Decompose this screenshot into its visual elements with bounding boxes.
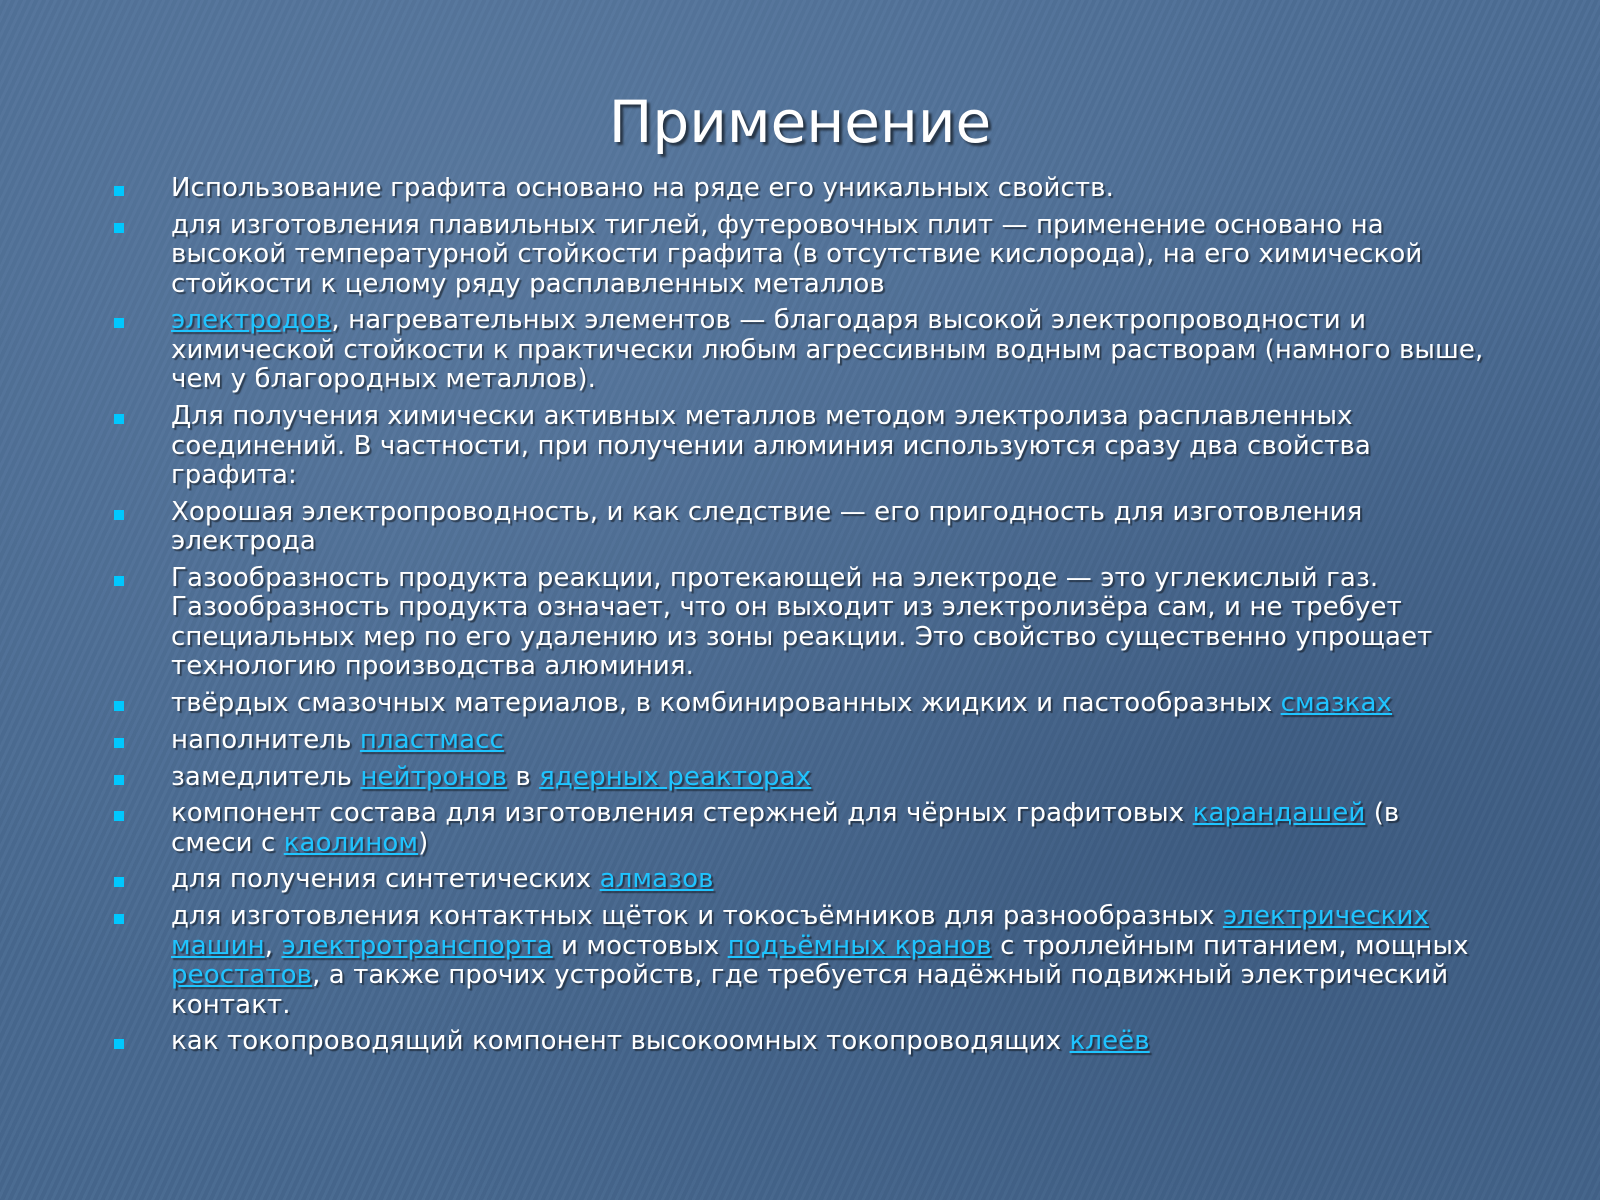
bullet-square-icon <box>114 414 124 424</box>
slide-title: Применение <box>608 88 992 156</box>
hyperlink[interactable]: смазках <box>1280 688 1392 719</box>
hyperlink[interactable]: карандашей <box>1192 798 1366 829</box>
bullet-item <box>110 1027 1485 1057</box>
hyperlink[interactable]: каолином <box>283 827 419 858</box>
bullet-text: Хорошая электропроводность, и как следствие — его пригодность для изготовления электрода <box>171 496 1363 557</box>
bullet-item <box>110 211 1485 300</box>
bullet-text: в <box>507 761 540 792</box>
bullet-text: как токопроводящий компонент высокоомных токопроводящих <box>171 1026 1070 1057</box>
bullet-text: замедлитель <box>171 761 361 792</box>
bullet-item <box>110 402 1485 491</box>
bullet-text: и мостовых <box>552 930 728 961</box>
bullet-item <box>110 689 1485 719</box>
bullet-item <box>110 498 1485 557</box>
bullet-text: ) <box>418 827 429 858</box>
bullet-list <box>110 174 1485 1064</box>
bullet-item <box>110 306 1485 395</box>
bullet-item <box>110 763 1485 793</box>
bullet-square-icon <box>114 775 124 785</box>
hyperlink[interactable]: ядерных реакторах <box>539 761 812 792</box>
bullet-text: компонент состава для изготовления стержней для чёрных графитовых <box>171 798 1193 829</box>
bullet-text: с троллейным питанием, мощных <box>991 930 1469 961</box>
hyperlink[interactable]: реостатов <box>171 960 313 991</box>
bullet-item <box>110 726 1485 756</box>
bullet-text: , <box>264 930 282 961</box>
bullet-square-icon <box>114 318 124 328</box>
hyperlink[interactable]: клеёв <box>1069 1026 1150 1057</box>
hyperlink[interactable]: подъёмных кранов <box>727 930 992 961</box>
bullet-square-icon <box>114 877 124 887</box>
bullet-square-icon <box>114 576 124 586</box>
bullet-square-icon <box>114 510 124 520</box>
bullet-item <box>110 865 1485 895</box>
bullet-text: (в смеси с <box>171 798 1400 858</box>
bullet-text: Для получения химически активных металлов методом электролиза расплавленных соединений. В частности, при получении алюминия используются сразу два свойства графита: <box>171 401 1371 491</box>
hyperlink[interactable]: алмазов <box>599 864 714 895</box>
bullet-text: наполнитель <box>171 724 360 755</box>
bullet-square-icon <box>114 738 124 748</box>
bullet-text: твёрдых смазочных материалов, в комбинированных жидких и пастообразных <box>171 688 1281 719</box>
bullet-item <box>110 799 1485 858</box>
bullet-text: Использование графита основано на ряде его уникальных свойств. <box>171 173 1114 203</box>
bullet-square-icon <box>114 186 124 196</box>
bullet-text: для получения синтетических <box>171 864 600 895</box>
bullet-square-icon <box>114 914 124 924</box>
bullet-text: для изготовления плавильных тиглей, футеровочных плит — применение основано на высокой температурной стойкости графита (в отсутствие кислорода), на его химической стойкости к целому ряду расплавленных металлов <box>171 209 1423 299</box>
bullet-square-icon <box>114 1039 124 1049</box>
hyperlink[interactable]: нейтронов <box>360 761 508 792</box>
hyperlink[interactable]: электрических машин <box>171 901 1429 961</box>
bullet-text: Газообразность продукта реакции, протекающей на электроде — это углекислый газ. Газообразность продукта означает, что он выходит из электролизёра сам, и не требует специальных мер по его удалению из зоны реакции. Это свойство существенно упрощает технологию производства алюминия. <box>171 562 1433 682</box>
bullet-text: , нагревательных элементов — благодаря высокой электропроводности и химической стойкости к практически любым агрессивным водным растворам (намного выше, чем у благородных металлов). <box>171 305 1484 395</box>
hyperlink[interactable]: пластмасс <box>359 724 504 755</box>
bullet-text: для изготовления контактных щёток и токосъёмников для разнообразных <box>171 901 1223 932</box>
bullet-square-icon <box>114 811 124 821</box>
bullet-square-icon <box>114 701 124 711</box>
hyperlink[interactable]: электротранспорта <box>281 930 553 961</box>
bullet-item <box>110 174 1485 204</box>
hyperlink[interactable]: электродов <box>171 305 332 336</box>
bullet-item <box>110 564 1485 682</box>
bullet-item <box>110 902 1485 1020</box>
bullet-text: , а также прочих устройств, где требуется надёжный подвижный электрический контакт. <box>171 960 1449 1020</box>
bullet-square-icon <box>114 223 124 233</box>
